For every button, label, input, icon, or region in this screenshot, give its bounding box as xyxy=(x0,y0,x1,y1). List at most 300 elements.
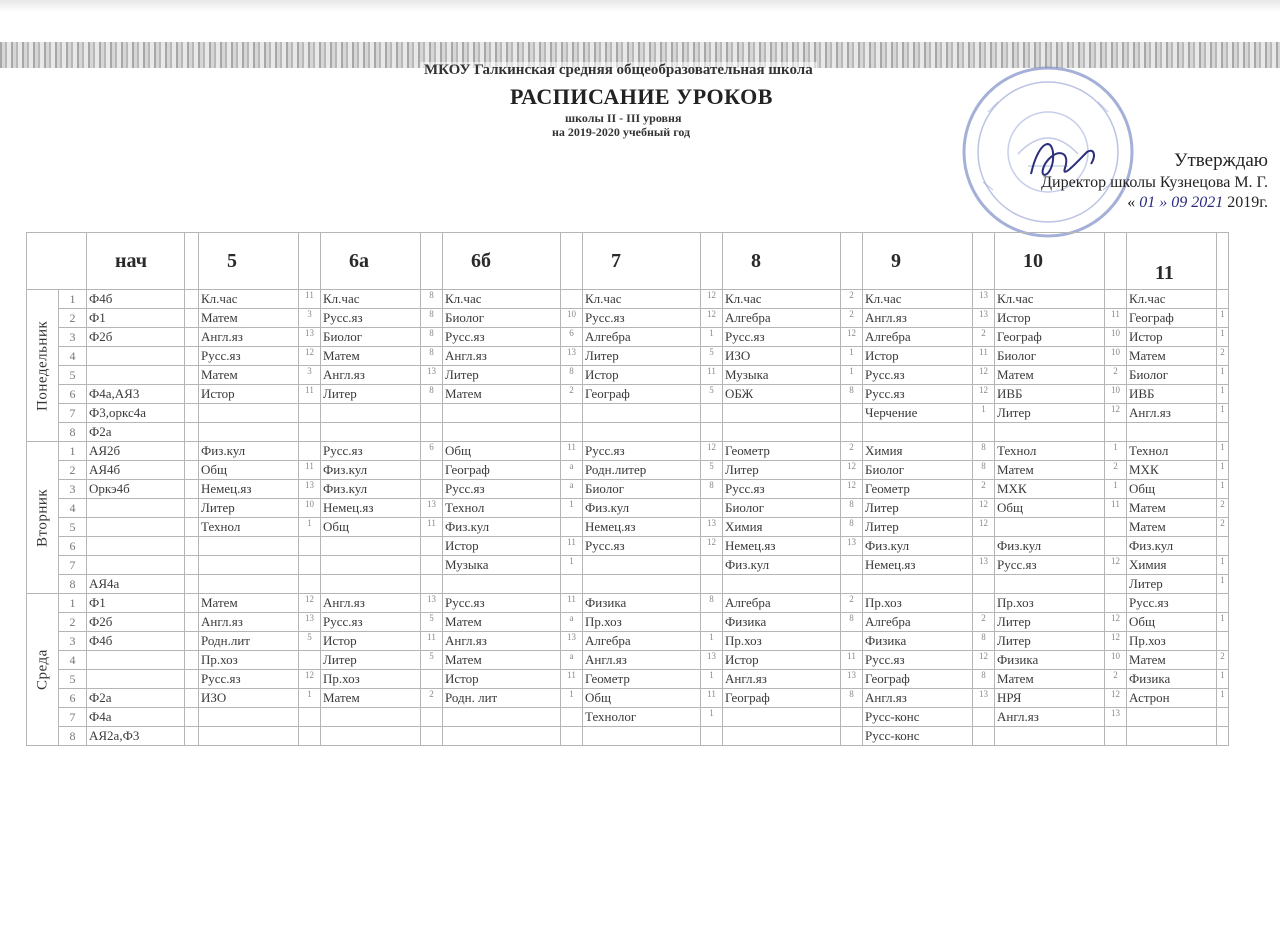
lesson-room xyxy=(421,461,443,480)
lesson-room xyxy=(561,575,583,594)
lesson-subject xyxy=(723,575,841,594)
lesson-subject xyxy=(583,404,701,423)
lesson-room xyxy=(185,480,199,499)
lesson-subject: Англ.яз xyxy=(723,670,841,689)
lesson-room xyxy=(185,556,199,575)
lesson-subject: АЯ2а,Ф3 xyxy=(87,727,185,746)
lesson-room xyxy=(841,404,863,423)
lesson-room: 8 xyxy=(421,309,443,328)
lesson-subject xyxy=(199,537,299,556)
lesson-room: 10 xyxy=(1105,328,1127,347)
lesson-subject: Химия xyxy=(1127,556,1217,575)
lesson-subject: МХК xyxy=(1127,461,1217,480)
lesson-number: 5 xyxy=(59,366,87,385)
lesson-subject: Алгебра xyxy=(583,328,701,347)
lesson-room xyxy=(1105,575,1127,594)
lesson-room: 2 xyxy=(841,594,863,613)
lesson-subject: Русс.яз xyxy=(583,442,701,461)
lesson-room xyxy=(185,328,199,347)
lesson-room: 12 xyxy=(973,499,995,518)
table-row xyxy=(27,689,1229,708)
lesson-room xyxy=(701,727,723,746)
lesson-subject: Немец.яз xyxy=(321,499,421,518)
lesson-subject xyxy=(87,347,185,366)
lesson-number: 1 xyxy=(59,290,87,309)
lesson-subject: Истор xyxy=(583,366,701,385)
lesson-room: 13 xyxy=(973,556,995,575)
lesson-subject: ИЗО xyxy=(199,689,299,708)
lesson-room xyxy=(1217,537,1229,556)
lesson-subject: Кл.час xyxy=(583,290,701,309)
lesson-subject xyxy=(863,423,973,442)
lesson-room xyxy=(701,613,723,632)
lesson-subject: Алгебра xyxy=(863,328,973,347)
lesson-subject xyxy=(723,727,841,746)
lesson-subject: Русс.яз xyxy=(995,556,1105,575)
lesson-room: 5 xyxy=(701,385,723,404)
lesson-room: 2 xyxy=(1217,347,1229,366)
lesson-number: 8 xyxy=(59,727,87,746)
lesson-subject: Физ.кул xyxy=(863,537,973,556)
lesson-room: 8 xyxy=(841,518,863,537)
lesson-subject xyxy=(199,404,299,423)
lesson-room: 12 xyxy=(973,518,995,537)
lesson-subject: Матем xyxy=(995,461,1105,480)
lesson-subject: Матем xyxy=(995,366,1105,385)
lesson-room xyxy=(185,537,199,556)
table-row xyxy=(27,632,1229,651)
lesson-number: 4 xyxy=(59,499,87,518)
lesson-room xyxy=(421,480,443,499)
lesson-subject xyxy=(321,708,421,727)
lesson-subject: АЯ2б xyxy=(87,442,185,461)
lesson-room: 11 xyxy=(701,366,723,385)
table-row xyxy=(27,537,1229,556)
lesson-room: 11 xyxy=(561,537,583,556)
lesson-subject: Англ.яз xyxy=(321,366,421,385)
lesson-number: 6 xyxy=(59,537,87,556)
lesson-room: 12 xyxy=(841,461,863,480)
lesson-room: 1 xyxy=(701,708,723,727)
lesson-subject: Геометр xyxy=(863,480,973,499)
lesson-number: 3 xyxy=(59,632,87,651)
lesson-room xyxy=(1105,594,1127,613)
lesson-room: 11 xyxy=(841,651,863,670)
lesson-subject: Физика xyxy=(863,632,973,651)
lesson-subject: Родн.литер xyxy=(583,461,701,480)
lesson-subject xyxy=(723,708,841,727)
lesson-subject: Истор xyxy=(995,309,1105,328)
lesson-room: 13 xyxy=(299,328,321,347)
lesson-subject: Матем xyxy=(321,347,421,366)
lesson-subject xyxy=(995,575,1105,594)
lesson-room: 2 xyxy=(973,328,995,347)
lesson-room xyxy=(421,556,443,575)
lesson-subject: Оркэ4б xyxy=(87,480,185,499)
lesson-room: 13 xyxy=(421,366,443,385)
lesson-subject: Литер xyxy=(321,385,421,404)
lesson-subject: АЯ4а xyxy=(87,575,185,594)
lesson-room: 1 xyxy=(1217,575,1229,594)
lesson-subject: Матем xyxy=(1127,347,1217,366)
lesson-room: 5 xyxy=(421,613,443,632)
lesson-room xyxy=(185,423,199,442)
class-column-header: 7 xyxy=(583,233,701,290)
lesson-subject: Матем xyxy=(199,594,299,613)
lesson-subject xyxy=(321,404,421,423)
lesson-room: 2 xyxy=(561,385,583,404)
lesson-subject: Литер xyxy=(583,347,701,366)
lesson-room xyxy=(421,727,443,746)
lesson-room xyxy=(1217,594,1229,613)
lesson-room xyxy=(421,404,443,423)
lesson-room: 1 xyxy=(299,689,321,708)
lesson-room: 8 xyxy=(701,594,723,613)
lesson-room: а xyxy=(561,651,583,670)
lesson-subject: Химия xyxy=(863,442,973,461)
lesson-room: 8 xyxy=(841,385,863,404)
table-row xyxy=(27,556,1229,575)
lesson-room xyxy=(185,385,199,404)
room-column-header xyxy=(973,233,995,290)
lesson-room: 12 xyxy=(701,537,723,556)
lesson-room: 12 xyxy=(701,309,723,328)
lesson-room xyxy=(561,708,583,727)
lesson-room xyxy=(299,708,321,727)
lesson-room: 1 xyxy=(1217,442,1229,461)
approval-block xyxy=(1041,150,1268,212)
lesson-subject: Кл.час xyxy=(863,290,973,309)
lesson-subject: Англ.яз xyxy=(199,328,299,347)
lesson-room xyxy=(701,556,723,575)
schedule-table xyxy=(26,232,1229,746)
lesson-subject: Немец.яз xyxy=(583,518,701,537)
lesson-room: 8 xyxy=(421,328,443,347)
lesson-subject: Технол xyxy=(1127,442,1217,461)
lesson-room: 1 xyxy=(1217,689,1229,708)
lesson-room: 1 xyxy=(973,404,995,423)
lesson-room: 13 xyxy=(561,632,583,651)
lesson-room: 12 xyxy=(1105,613,1127,632)
table-row xyxy=(27,461,1229,480)
lesson-subject: Русс.яз xyxy=(321,613,421,632)
schedule-body xyxy=(27,290,1229,746)
table-row xyxy=(27,290,1229,309)
lesson-room xyxy=(561,290,583,309)
lesson-room: 13 xyxy=(973,290,995,309)
lesson-room: 1 xyxy=(1217,556,1229,575)
lesson-room: 12 xyxy=(841,328,863,347)
lesson-subject: Литер xyxy=(995,404,1105,423)
lesson-room xyxy=(841,556,863,575)
lesson-subject xyxy=(583,556,701,575)
lesson-room: 13 xyxy=(841,670,863,689)
lesson-subject: ИЗО xyxy=(723,347,841,366)
lesson-subject: Кл.час xyxy=(995,290,1105,309)
lesson-subject: ИВБ xyxy=(995,385,1105,404)
lesson-room: 12 xyxy=(973,366,995,385)
lesson-subject xyxy=(199,556,299,575)
lesson-subject: Литер xyxy=(995,632,1105,651)
lesson-subject: Геометр xyxy=(723,442,841,461)
room-column-header xyxy=(185,233,199,290)
lesson-room: 12 xyxy=(1105,404,1127,423)
lesson-subject: Географ xyxy=(863,670,973,689)
lesson-subject xyxy=(1127,727,1217,746)
lesson-subject xyxy=(443,708,561,727)
lesson-room: 10 xyxy=(1105,385,1127,404)
lesson-room: 12 xyxy=(701,290,723,309)
table-row xyxy=(27,594,1229,613)
schedule-subtitle-level: школы II - III уровня xyxy=(565,111,682,125)
lesson-subject xyxy=(199,727,299,746)
lesson-subject xyxy=(199,575,299,594)
lesson-subject: Физ.кул xyxy=(723,556,841,575)
lesson-subject: Матем xyxy=(1127,651,1217,670)
lesson-room: 12 xyxy=(701,442,723,461)
lesson-subject xyxy=(321,556,421,575)
lesson-room: 1 xyxy=(701,632,723,651)
lesson-subject: Географ xyxy=(443,461,561,480)
lesson-subject xyxy=(321,727,421,746)
lesson-room: 13 xyxy=(701,651,723,670)
lesson-room xyxy=(973,708,995,727)
lesson-subject: Матем xyxy=(321,689,421,708)
lesson-number: 2 xyxy=(59,309,87,328)
lesson-room xyxy=(185,689,199,708)
lesson-room xyxy=(299,575,321,594)
lesson-room xyxy=(299,404,321,423)
lesson-subject: Русс.яз xyxy=(199,670,299,689)
lesson-subject: Физ.кул xyxy=(321,480,421,499)
lesson-room xyxy=(185,309,199,328)
lesson-subject: Литер xyxy=(863,499,973,518)
lesson-subject: Биолог xyxy=(863,461,973,480)
lesson-number: 8 xyxy=(59,423,87,442)
lesson-room: 11 xyxy=(299,385,321,404)
lesson-subject xyxy=(87,518,185,537)
lesson-room: 8 xyxy=(973,670,995,689)
lesson-room: 12 xyxy=(1105,556,1127,575)
lesson-subject xyxy=(87,651,185,670)
lesson-room: 13 xyxy=(421,594,443,613)
lesson-subject: Матем xyxy=(443,613,561,632)
lesson-subject: Физ.кул xyxy=(443,518,561,537)
school-name: МКОУ Галкинская средняя общеобразовательная школа xyxy=(420,62,817,79)
room-column-header xyxy=(421,233,443,290)
lesson-room: 13 xyxy=(299,480,321,499)
lesson-subject: Истор xyxy=(723,651,841,670)
table-row xyxy=(27,328,1229,347)
lesson-room: 11 xyxy=(1105,499,1127,518)
lesson-subject: Алгебра xyxy=(723,309,841,328)
lesson-room xyxy=(185,518,199,537)
lesson-subject xyxy=(87,366,185,385)
lesson-room: 11 xyxy=(299,461,321,480)
lesson-subject: Физика xyxy=(583,594,701,613)
lesson-room xyxy=(1217,290,1229,309)
lesson-subject: Физика xyxy=(1127,670,1217,689)
lesson-subject: Литер xyxy=(723,461,841,480)
lesson-subject: Русс-конс xyxy=(863,708,973,727)
lesson-room xyxy=(701,499,723,518)
lesson-room xyxy=(185,461,199,480)
lesson-subject: Русс.яз xyxy=(723,328,841,347)
table-row xyxy=(27,518,1229,537)
lesson-number: 2 xyxy=(59,461,87,480)
lesson-room: 2 xyxy=(841,309,863,328)
lesson-room: 13 xyxy=(841,537,863,556)
lesson-subject: Музыка xyxy=(723,366,841,385)
class-column-header: 5 xyxy=(199,233,299,290)
lesson-subject: Англ.яз xyxy=(443,632,561,651)
lesson-room xyxy=(973,537,995,556)
scan-noise-top xyxy=(0,0,1280,12)
lesson-room: 1 xyxy=(1217,613,1229,632)
lesson-subject: Литер xyxy=(443,366,561,385)
lesson-room xyxy=(299,556,321,575)
lesson-room: 12 xyxy=(1105,632,1127,651)
lesson-room xyxy=(973,575,995,594)
lesson-subject: Пр.хоз xyxy=(995,594,1105,613)
lesson-room: 12 xyxy=(299,347,321,366)
lesson-subject: Технол xyxy=(199,518,299,537)
lesson-subject: Географ xyxy=(995,328,1105,347)
lesson-number: 3 xyxy=(59,480,87,499)
lesson-subject xyxy=(723,423,841,442)
lesson-subject: Русс.яз xyxy=(199,347,299,366)
lesson-subject: ИВБ xyxy=(1127,385,1217,404)
lesson-subject: Технол xyxy=(443,499,561,518)
lesson-subject: МХК xyxy=(995,480,1105,499)
class-column-header: нач xyxy=(87,233,185,290)
room-column-header xyxy=(841,233,863,290)
lesson-number: 5 xyxy=(59,518,87,537)
room-column-header xyxy=(1217,233,1229,290)
lesson-subject xyxy=(723,404,841,423)
lesson-room: а xyxy=(561,480,583,499)
lesson-room: 13 xyxy=(1105,708,1127,727)
lesson-room xyxy=(1105,290,1127,309)
lesson-room: а xyxy=(561,613,583,632)
lesson-room xyxy=(185,290,199,309)
lesson-room xyxy=(185,670,199,689)
lesson-subject: Общ xyxy=(199,461,299,480)
lesson-number: 3 xyxy=(59,328,87,347)
lesson-room: 12 xyxy=(1105,689,1127,708)
lesson-subject xyxy=(863,575,973,594)
lesson-room: 11 xyxy=(561,594,583,613)
table-row xyxy=(27,385,1229,404)
lesson-subject: Кл.час xyxy=(321,290,421,309)
lesson-subject: Русс.яз xyxy=(443,594,561,613)
lesson-room: 11 xyxy=(1105,309,1127,328)
lesson-subject: Биолог xyxy=(1127,366,1217,385)
lesson-subject xyxy=(87,499,185,518)
lesson-room: 13 xyxy=(973,309,995,328)
lesson-subject: Ф2б xyxy=(87,328,185,347)
lesson-subject: Истор xyxy=(863,347,973,366)
lesson-subject: Астрон xyxy=(1127,689,1217,708)
class-column-header: 11 xyxy=(1127,233,1217,290)
lesson-number: 6 xyxy=(59,689,87,708)
lesson-room: 1 xyxy=(701,328,723,347)
lesson-subject: Алгебра xyxy=(583,632,701,651)
lesson-subject: Родн.лит xyxy=(199,632,299,651)
lesson-subject: Географ xyxy=(723,689,841,708)
lesson-subject: Русс.яз xyxy=(723,480,841,499)
lesson-subject: Англ.яз xyxy=(863,689,973,708)
lesson-room xyxy=(1105,518,1127,537)
lesson-room xyxy=(185,613,199,632)
lesson-room: 5 xyxy=(701,461,723,480)
lesson-subject: Англ.яз xyxy=(995,708,1105,727)
lesson-subject: Литер xyxy=(863,518,973,537)
lesson-room xyxy=(701,423,723,442)
lesson-room: 2 xyxy=(1105,366,1127,385)
lesson-room: 3 xyxy=(299,366,321,385)
lesson-room: 11 xyxy=(973,347,995,366)
lesson-room: 1 xyxy=(1217,328,1229,347)
lesson-room: 10 xyxy=(299,499,321,518)
lesson-room xyxy=(185,404,199,423)
lesson-subject xyxy=(583,727,701,746)
lesson-number: 7 xyxy=(59,556,87,575)
day-label: Понедельник xyxy=(27,290,59,442)
lesson-room: 12 xyxy=(299,670,321,689)
lesson-room xyxy=(185,575,199,594)
lesson-room: 8 xyxy=(973,461,995,480)
lesson-subject: Немец.яз xyxy=(863,556,973,575)
lesson-subject: Физ.кул xyxy=(583,499,701,518)
lesson-room: 6 xyxy=(421,442,443,461)
lesson-room: 3 xyxy=(299,309,321,328)
lesson-room: 1 xyxy=(1217,385,1229,404)
lesson-subject: Ф4б xyxy=(87,632,185,651)
lesson-room: 1 xyxy=(1217,480,1229,499)
lesson-subject: Общ xyxy=(583,689,701,708)
lesson-subject: Кл.час xyxy=(199,290,299,309)
lesson-room: 11 xyxy=(561,442,583,461)
lesson-subject: Ф4б xyxy=(87,290,185,309)
lesson-subject: Черчение xyxy=(863,404,973,423)
approval-date-year: 2019г. xyxy=(1227,194,1268,211)
lesson-subject: Русс.яз xyxy=(863,651,973,670)
lesson-subject: Пр.хоз xyxy=(583,613,701,632)
day-label: Вторник xyxy=(27,442,59,594)
lesson-room xyxy=(299,727,321,746)
lesson-room: 2 xyxy=(421,689,443,708)
lesson-room xyxy=(841,708,863,727)
lesson-subject: Биолог xyxy=(583,480,701,499)
lesson-room: 11 xyxy=(561,670,583,689)
lesson-room: 13 xyxy=(701,518,723,537)
lesson-subject: Пр.хоз xyxy=(199,651,299,670)
lesson-room xyxy=(1217,708,1229,727)
lesson-subject xyxy=(443,727,561,746)
lesson-room xyxy=(299,537,321,556)
lesson-subject: Ф4а xyxy=(87,708,185,727)
table-row xyxy=(27,727,1229,746)
lesson-subject xyxy=(87,537,185,556)
lesson-number: 1 xyxy=(59,594,87,613)
lesson-room: 1 xyxy=(561,556,583,575)
lesson-subject: Литер xyxy=(199,499,299,518)
lesson-subject: Немец.яз xyxy=(199,480,299,499)
approval-date-prefix: « xyxy=(1127,194,1136,211)
lesson-room: 2 xyxy=(1217,518,1229,537)
lesson-subject: Пр.хоз xyxy=(1127,632,1217,651)
